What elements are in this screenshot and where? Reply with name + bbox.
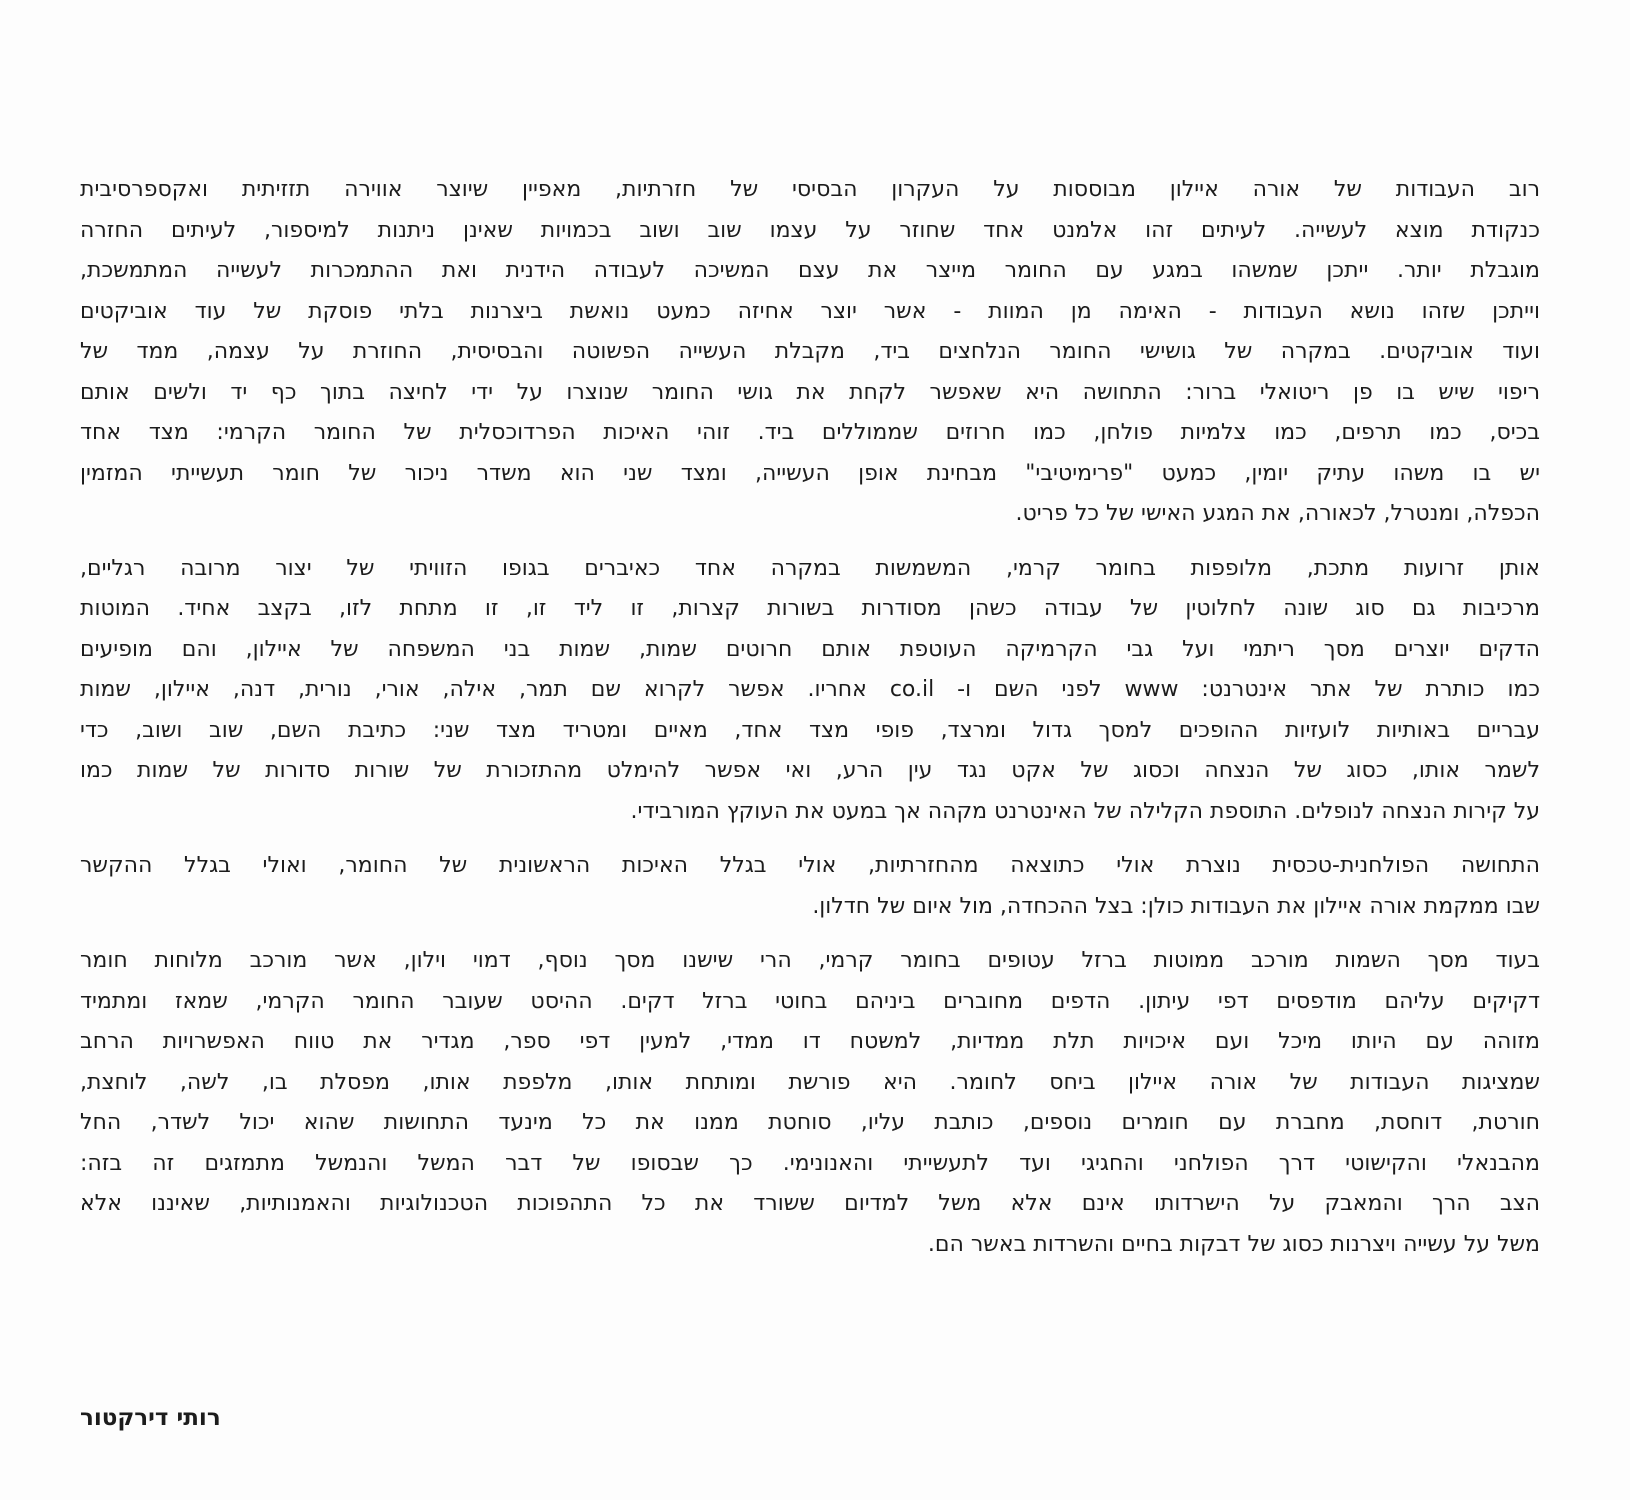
paragraph-2 xyxy=(80,549,1540,833)
paragraph-4 xyxy=(80,941,1540,1265)
author-signature: רותי דירקטור xyxy=(80,1405,221,1431)
text-line: אותן זרועות מתכת, מלופפות בחומר קרמי, המשמשות במקרה אחד כאיברים בגופו הזוויתי של יצור מרובה רגליים, xyxy=(80,555,1540,581)
text-line: משל על עשייה ויצרנות כסוג של דבקות בחיים והשרדות באשר הם. xyxy=(927,1231,1540,1257)
text-line: עבריים באותיות לועזיות ההופכים למסך גדול ומרצד, פופי מצד אחד, מאיים ומטריד מצד שני: כתיבת השם, שוב ושוב, כדי xyxy=(80,717,1540,743)
text-line: וייתכן שזהו נושא העבודות - האימה מן המוות - אשר יוצר אחיזה כמעט נואשת ביצרנות בלתי פוסקת של עוד אוביקטים xyxy=(80,298,1540,324)
text-line: מזוהה עם היותו מיכל ועם איכויות תלת ממדיות, למשטח דו ממדי, למעין דפי ספר, מגדיר את טווח האפשרויות הרחב xyxy=(80,1029,1540,1054)
text-line: רוב העבודות של אורה איילון מבוססות על העקרון הבסיסי של חזרתיות, מאפיין שיוצר אווירה תזזיתית ואקספרסיבית xyxy=(80,177,1540,202)
text-line: כנקודת מוצא לעשייה. לעיתים זהו אלמנט אחד שחוזר על עצמו שוב ושוב בכמויות שאינן ניתנות למיספור, לעיתים החזרה xyxy=(80,217,1540,243)
text-line: התחושה הפולחנית-טכסית נוצרת אולי כתוצאה מהחזרתיות, אולי בגלל האיכות הראשונית של החומר, ואולי בגלל ההקשר xyxy=(80,853,1540,878)
text-line: ריפוי שיש בו פן ריטואלי ברור: התחושה היא שאפשר לקחת את גושי החומר שנוצרו על ידי לחיצה בתוך כף יד ולשים אותם xyxy=(80,379,1540,405)
text-line: הצב הרך והמאבק על הישרדותו אינם אלא משל למדיום ששורד את כל התהפוכות הטכנולוגיות והאמנותיות, שאיננו אלא xyxy=(80,1191,1540,1216)
text-line: מרכיבות גם סוג שונה לחלוטין של עבודה כשהן מסודרות בשורות קצרות, זו ליד זו, זו מתחת לזו, בקצב אחיד. המוטות xyxy=(80,596,1540,621)
text-line: בכיס, כמו תרפים, כמו צלמיות פולחן, כמו חרוזים שממוללים ביד. זוהי האיכות הפרדוכסלית של החומר הקרמי: מצד אחד xyxy=(80,420,1540,445)
text-line: חורטת, דוחסת, מחברת עם חומרים נוספים, כותבת עליו, סוחטת ממנו את כל מינעד התחושות שהוא יכול לשדר, החל xyxy=(80,1110,1540,1135)
text-line: מוגבלת יותר. ייתכן שמשהו במגע עם החומר מייצר את עצם המשיכה לעבודה הידנית ואת ההתמכרות לעשייה המתמשכת, xyxy=(80,258,1540,283)
text-line: לשמר אותו, כסוג של הנצחה וכסוג של אקט נגד עין הרע, ואי אפשר להימלט מהתזכורת של שורות סדורות של שמות כמו xyxy=(80,758,1540,783)
paragraph-3 xyxy=(80,846,1540,927)
text-line: דקיקים עליהם מודפסים דפי עיתון. הדפים מחוברים ביניהם בחוטי ברזל דקים. ההיסט שעובר החומר הקרמי, שמאז ומתמיד xyxy=(80,988,1540,1014)
text-line: שמציגות העבודות של אורה איילון ביחס לחומר. היא פורשת ומותחת אותו, מלפפת אותו, מפסלת בו, לשה, לוחצת, xyxy=(80,1069,1540,1095)
text-line: הדקים יוצרים מסך ריתמי ועל גבי הקרמיקה העוטפת אותם חרוטים שמות, שמות בני המשפחה של איילון, והם מופיעים xyxy=(80,636,1540,662)
article-body xyxy=(80,170,1540,1265)
text-line: בעוד מסך השמות מורכב ממוטות ברזל עטופים בחומר קרמי, הרי שישנו מסך נוסף, דמוי וילון, אשר מורכב מלוחות חומר xyxy=(80,948,1540,973)
text-line: יש בו משהו עתיק יומין, כמעט "פרימיטיבי" מבחינת אופן העשייה, ומצד שני הוא משדר ניכור של חומר תעשייתי המזמין xyxy=(80,460,1540,486)
text-line: שבו ממקמת אורה איילון את העבודות כולן: בצל ההכחדה, מול איום של חדלון. xyxy=(812,893,1540,919)
paragraph-1 xyxy=(80,170,1540,535)
text-line: מהבנאלי והקישוטי דרך הפולחני והחגיגי ועד לתעשייתי והאנונימי. כך שבסופו של דבר המשל והנמשל מתמזגים זה בזה: xyxy=(80,1150,1540,1176)
text-line: על קירות הנצחה לנופלים. התוספת הקלילה של האינטרנט מקהה אך במעט את העוקץ המורבידי. xyxy=(630,798,1540,824)
text-line: ועוד אוביקטים. במקרה של גושישי החומר הנלחצים ביד, מקבלת העשייה הפשוטה והבסיסית, החוזרת על עצמה, ממד של xyxy=(80,339,1540,364)
text-line: כמו כותרת של אתר אינטרנט: www לפני השם ו- co.il אחריו. אפשר לקרוא שם תמר, אילה, אורי, נורית, דנה, איילון, שמות xyxy=(80,677,1541,702)
text-line: הכפלה, ומנטרל, לכאורה, את המגע האישי של כל פריט. xyxy=(1015,501,1540,526)
